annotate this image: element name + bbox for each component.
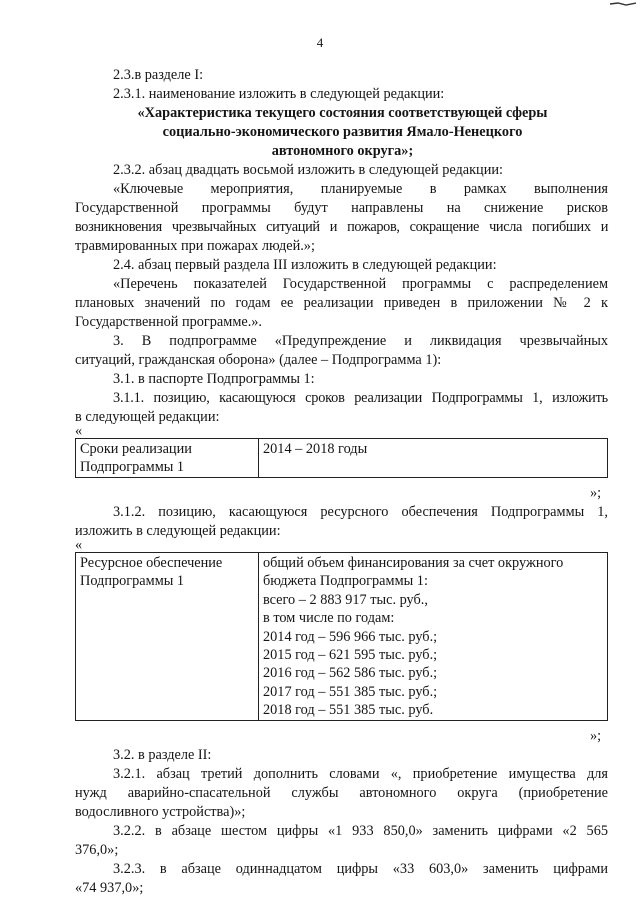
open-quote-2: « bbox=[75, 537, 83, 553]
paragraph-3-2-3-line-2: «74 937,0»; bbox=[75, 880, 144, 896]
table-terms-value: 2014 – 2018 годы bbox=[263, 441, 368, 457]
funding-line-2: бюджета Подпрограммы 1: bbox=[263, 573, 428, 590]
funding-2014: 2014 год – 596 966 тыс. руб.; bbox=[263, 628, 438, 645]
table-terms-label-line-2: Подпрограммы 1 bbox=[80, 459, 185, 476]
paragraph-3-2-1-line-1: 3.2.1. абзац третий дополнить словами «, приобретение имущества для bbox=[113, 766, 608, 782]
paragraph-3-2: 3.2. в разделе II: bbox=[113, 747, 212, 763]
list-quote-line-1: «Перечень показателей Государственной программы с распределением bbox=[113, 276, 608, 292]
paragraph-2-3-2: 2.3.2. абзац двадцать восьмой изложить в следующей редакции: bbox=[113, 162, 503, 178]
paragraph-3-1-2-line-1: 3.1.2. позицию, касающуюся ресурсного обеспечения Подпрограммы 1, bbox=[113, 504, 608, 520]
scan-artifact-mark bbox=[608, 0, 638, 10]
paragraph-3-2-3-line-1: 3.2.3. в абзаце одиннадцатом цифры «33 603,0» заменить цифрами bbox=[113, 861, 608, 877]
funding-line-1: общий объем финансирования за счет окружного bbox=[263, 555, 564, 571]
quote-line-1: «Ключевые мероприятия, планируемые в рамках выполнения bbox=[113, 181, 608, 197]
paragraph-3-line-2: ситуаций, гражданская оборона» (далее – Подпрограмма 1): bbox=[75, 352, 442, 368]
table-funding-label-cell bbox=[76, 553, 259, 721]
funding-2015: 2015 год – 621 595 тыс. руб.; bbox=[263, 647, 438, 664]
paragraph-3-2-1-line-2: нужд аварийно-спасательной службы автономного округа (приобретение bbox=[75, 785, 608, 801]
table-funding bbox=[75, 552, 608, 721]
table-terms bbox=[75, 438, 608, 478]
open-quote-1: « bbox=[75, 423, 83, 439]
funding-by-years: в том числе по годам: bbox=[263, 610, 395, 627]
paragraph-3-line-1: 3. В подпрограмме «Предупреждение и ликвидация чрезвычайных bbox=[113, 333, 608, 349]
paragraph-3-1-1-line-2: в следующей редакции: bbox=[75, 409, 220, 425]
heading-line-1: «Характеристика текущего состояния соответствующей сферы bbox=[137, 105, 548, 121]
list-quote-line-2: плановых значений по годам ее реализации приведен в приложении № 2 к bbox=[75, 295, 608, 311]
paragraph-3-1: 3.1. в паспорте Подпрограммы 1: bbox=[113, 371, 315, 387]
table-funding-value-cell bbox=[259, 553, 608, 721]
heading-line-3: автономного округа»; bbox=[271, 143, 414, 159]
table-terms-label-cell bbox=[76, 439, 259, 478]
close-quote-2: »; bbox=[590, 728, 602, 744]
paragraph-3-2-2-line-2: 376,0»; bbox=[75, 842, 119, 858]
paragraph-3-2-1-line-3: водосливного устройства)»; bbox=[75, 804, 246, 820]
funding-2016: 2016 год – 562 586 тыс. руб.; bbox=[263, 665, 438, 682]
quote-line-4: травмированных при пожарах людей.»; bbox=[75, 238, 315, 254]
paragraph-3-2-2-line-1: 3.2.2. в абзаце шестом цифры «1 933 850,0» заменить цифрами «2 565 bbox=[113, 823, 608, 839]
funding-2017: 2017 год – 551 385 тыс. руб.; bbox=[263, 683, 438, 700]
quote-line-2: Государственной программы будут направлены на снижение рисков bbox=[75, 200, 608, 216]
paragraph-2-3-1: 2.3.1. наименование изложить в следующей редакции: bbox=[113, 86, 445, 102]
table-terms-label-line-1: Сроки реализации bbox=[80, 441, 192, 457]
table-funding-label-line-2: Подпрограммы 1 bbox=[80, 573, 185, 590]
table-funding-label-line-1: Ресурсное обеспечение bbox=[80, 555, 223, 571]
paragraph-2-3: 2.3.в разделе I: bbox=[113, 67, 204, 83]
funding-2018: 2018 год – 551 385 тыс. руб. bbox=[263, 702, 434, 719]
paragraph-3-1-1-line-1: 3.1.1. позицию, касающуюся сроков реализации Подпрограммы 1, изложить bbox=[113, 390, 608, 406]
paragraph-2-4: 2.4. абзац первый раздела III изложить в следующей редакции: bbox=[113, 257, 497, 273]
quote-line-3: возникновения чрезвычайных ситуаций и пожаров, сокращение числа погибших и bbox=[75, 219, 608, 235]
list-quote-line-3: Государственной программе.». bbox=[75, 314, 263, 330]
heading-line-2: социально-экономического развития Ямало-Ненецкого bbox=[162, 124, 523, 140]
close-quote-1: »; bbox=[590, 485, 602, 501]
paragraph-3-1-2-line-2: изложить в следующей редакции: bbox=[75, 523, 281, 539]
funding-total: всего – 2 883 917 тыс. руб., bbox=[263, 591, 428, 608]
table-terms-value-cell bbox=[259, 439, 608, 478]
page-number: 4 bbox=[316, 35, 324, 50]
